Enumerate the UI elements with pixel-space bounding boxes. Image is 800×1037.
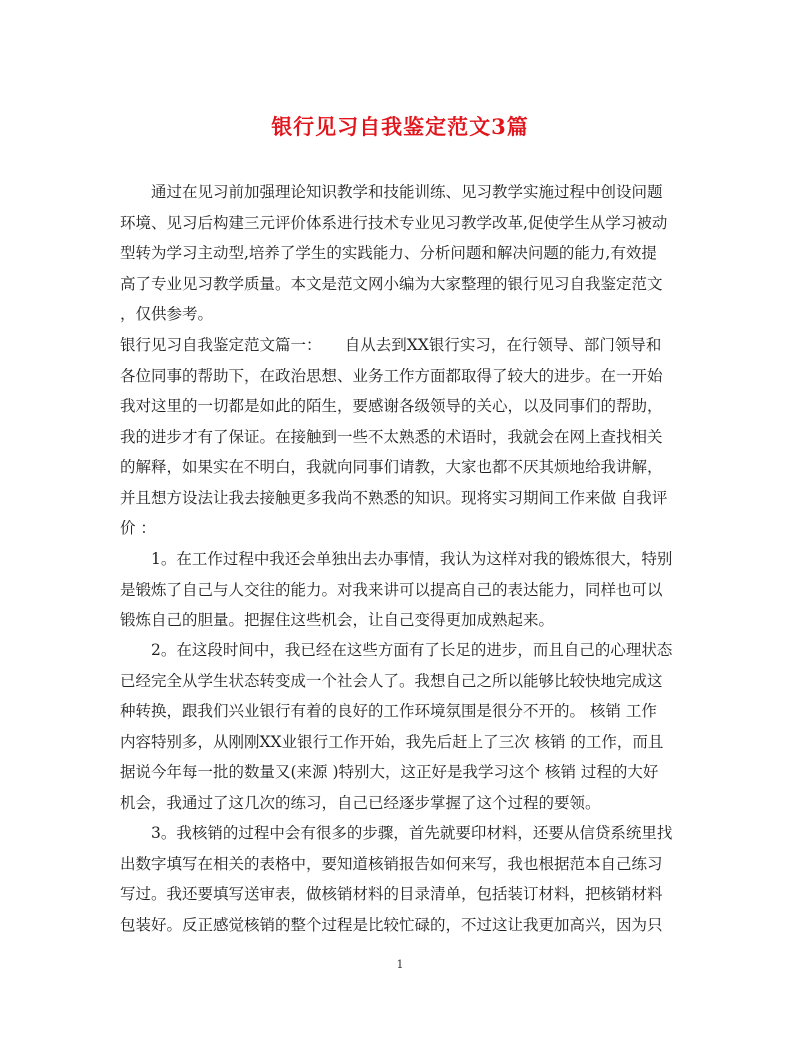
- section1-line: 我对这里的一切都是如此的陌生，要感谢各级领导的关心，以及同事们的帮助，: [120, 397, 663, 415]
- point2-line: 据说今年每一批的数量又(来源 )特别大，这正好是我学习这个 核销 过程的大好: [120, 763, 659, 781]
- point1-paragraph: [120, 544, 686, 636]
- intro-line: ，仅供参考。: [120, 305, 214, 323]
- section1-line: 银行见习自我鉴定范文篇一： 自从去到XX银行实习，在行领导、部门领导和: [120, 336, 662, 354]
- section1-line: 我的进步才有了保证。在接触到一些不太熟悉的术语时，我就会在网上查找相关: [120, 427, 663, 446]
- point3-line: 写过。我还要填写送审表，做核销材料的目录清单，包括装订材料，把核销材料: [120, 885, 663, 903]
- section1-line: 各位同事的帮助下，在政治思想、业务工作方面都取得了较大的进步。在一开始: [120, 366, 663, 385]
- point1-line: 1。在工作过程中我还会单独出去办事情，我认为这样对我的锻炼很大，特别: [151, 550, 673, 568]
- point2-line: 种转换，跟我们兴业银行有着的良好的工作环境氛围是很分不开的。 核销 工作: [120, 702, 657, 720]
- point1-line: 是锻炼了自己与人交往的能力。对我来讲可以提高自己的表达能力，同样也可以: [120, 580, 663, 599]
- intro-paragraph: [120, 177, 686, 330]
- point2-line: 机会，我通过了这几次的练习，自己已经逐步掌握了这个过程的要领。: [120, 793, 601, 812]
- document-title: 银行见习自我鉴定范文3篇: [271, 114, 529, 139]
- point1-line: 锻炼自己的胆量。把握住这些机会，让自己变得更加成熟起来。: [120, 611, 555, 629]
- point2-line: 2。在这段时间中，我已经在这些方面有了长足的进步，而且自己的心理状态: [151, 641, 673, 659]
- intro-line: 环境、见习后构建三元评价体系进行技术专业见习教学改革,促使学生从学习被动: [120, 213, 668, 232]
- point3-line: 3。我核销的过程中会有很多的步骤，首先就要印材料，还要从信贷系统里找: [151, 824, 673, 842]
- point3-paragraph: [120, 818, 686, 940]
- point2-paragraph: [120, 635, 686, 818]
- intro-line: 型转为学习主动型,培养了学生的实践能力、分析问题和解决问题的能力,有效提: [120, 244, 657, 262]
- page-number: 1: [396, 958, 404, 971]
- point2-line: 内容特别多，从刚刚XX业银行工作开始，我先后赶上了三次 核销 的工作，而且: [120, 732, 664, 751]
- point3-line: 出数字填写在相关的表格中，要知道核销报告如何来写，我也根据范本自己练习: [120, 854, 663, 873]
- section1-line: 并且想方设法让我去接触更多我尚不熟悉的知识。现将实习期间工作来做 自我评: [120, 488, 668, 507]
- intro-line: 高了专业见习教学质量。本文是范文网小编为大家整理的银行见习自我鉴定范文: [120, 274, 663, 293]
- point3-line: 包装好。反正感觉核销的整个过程是比较忙碌的，不过这让我更加高兴，因为只: [120, 915, 663, 934]
- section1-line: 的解释，如果实在不明白，我就向同事们请教，大家也都不厌其烦地给我讲解，: [120, 458, 663, 476]
- point2-line: 已经完全从学生状态转变成一个社会人了。我想自己之所以能够比较快地完成这: [120, 671, 663, 690]
- intro-line: 通过在见习前加强理论知识教学和技能训练、见习教学实施过程中创设问题: [151, 183, 663, 201]
- section1-line: 价 ：: [120, 519, 156, 537]
- section1-paragraph: [120, 330, 686, 544]
